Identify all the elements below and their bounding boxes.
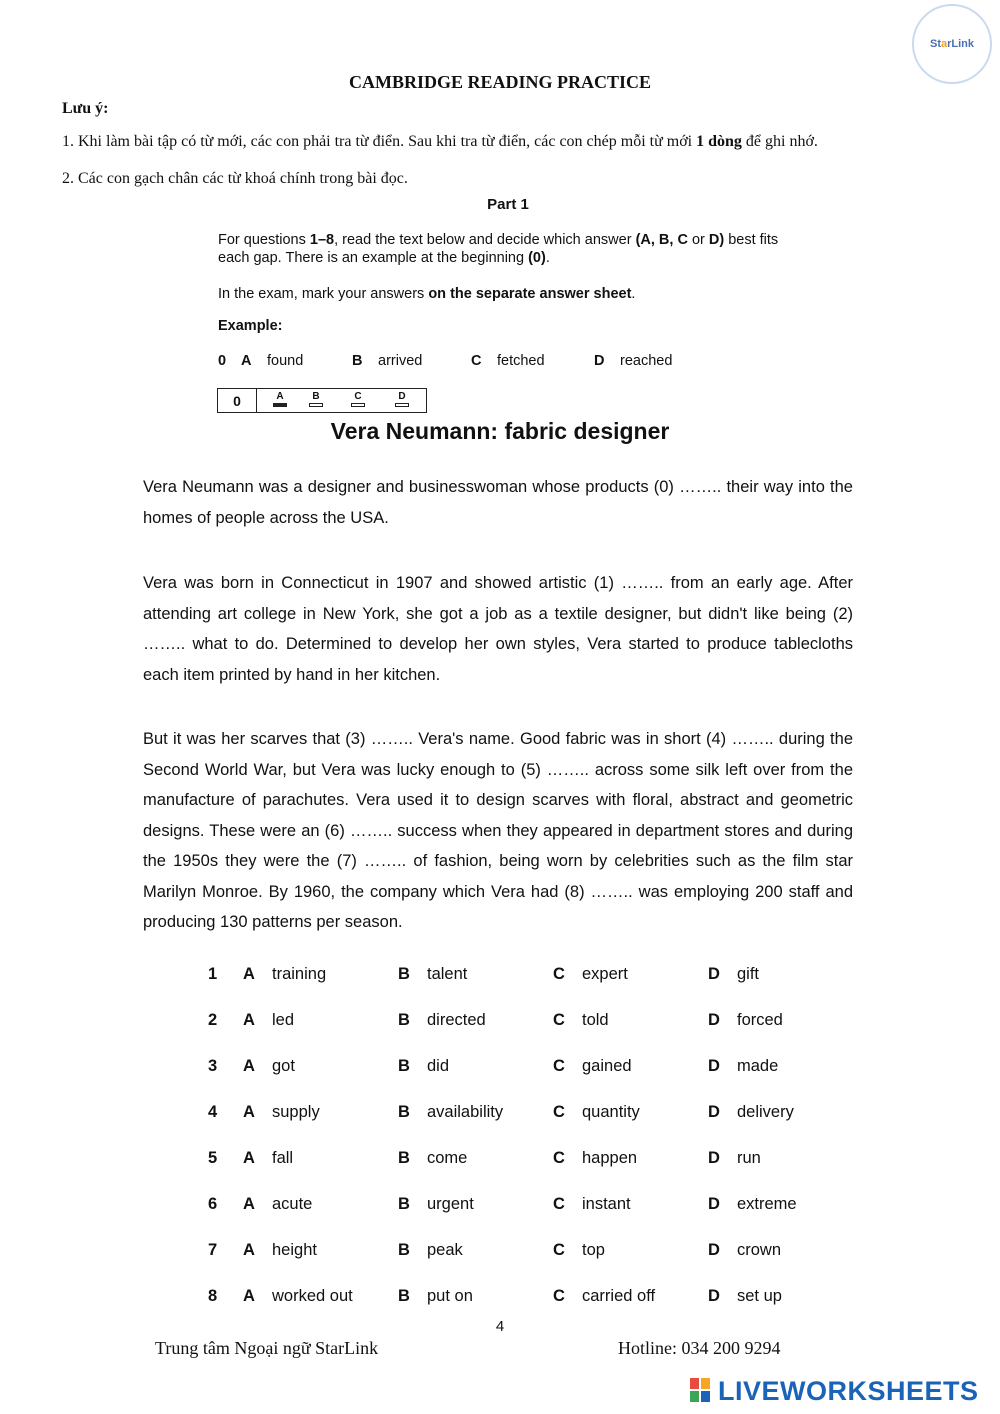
option-b[interactable]: directed [427,1011,486,1029]
answer-option-b: B [308,391,324,407]
article-paragraph-3: But it was her scarves that (3) …….. Vera's name. Good fabric was in short (4) …….. during the Second World War, but Vera was lucky enough to (5) …….. across some silk left over from the manufacture of parachutes. Vera used it to design scarves with floral, abstract and geometric designs. These were an (6) …….. success when they appeared in department stores and during the 1950s they were the (7) …….. of fashion, being worn by celebrities such as the film star Marilyn Monroe. By 1960, the company which Vera had (8) …….. was employing 200 staff and producing 130 patterns per season. [143,730,853,931]
option-letter-d: D [708,1103,720,1121]
option-a[interactable]: fall [272,1149,294,1167]
note-label: Lưu ý: [62,100,109,117]
option-a[interactable]: acute [272,1195,313,1213]
option-b[interactable]: availability [427,1103,504,1121]
option-b[interactable]: peak [427,1241,463,1259]
option-c[interactable]: expert [582,965,628,983]
option-c[interactable]: told [582,1011,609,1029]
option-letter-a: A [243,1241,255,1259]
option-letter-b: B [398,1195,410,1213]
note-line-1-bold: 1 dòng [696,133,742,150]
note-line-1-text: 1. Khi làm bài tập có từ mới, các con phải tra từ điển. Sau khi tra từ điển, các con chép mỗi từ mới [62,133,697,150]
answer-mark-empty [309,403,323,407]
question-number: 8 [208,1287,218,1305]
option-a[interactable]: supply [272,1103,320,1121]
option-letter-b: B [398,1103,410,1121]
example-row [218,353,226,369]
question-number: 2 [208,1011,218,1029]
example-number: 0 [218,353,227,369]
answer-option-a: A [272,391,288,407]
question-number: 3 [208,1057,218,1075]
option-letter-a: A [243,1149,255,1167]
answer-mark-filled [273,403,287,407]
example-letter-c: C [471,353,482,369]
option-letter-d: D [708,1011,720,1029]
answer-mark-empty [351,403,365,407]
option-b[interactable]: come [427,1149,468,1167]
option-d[interactable]: crown [737,1241,782,1259]
note-line-1 [62,133,818,151]
option-letter-d: D [708,1057,720,1075]
option-letter-c: C [553,1195,565,1213]
option-letter-a: A [243,1057,255,1075]
logo-text-left: St [929,38,941,50]
liveworksheets-icon [690,1378,712,1404]
answer-mark-empty [395,403,409,407]
option-d[interactable]: forced [737,1011,783,1029]
answer-option-d: D [394,391,410,407]
example-letter-d: D [594,353,605,369]
option-letter-c: C [553,1011,565,1029]
page-title: CAMBRIDGE READING PRACTICE [348,72,652,92]
option-letter-b: B [398,1149,410,1167]
option-letter-d: D [708,1195,720,1213]
example-answer-box [217,388,427,413]
option-letter-d: D [708,1149,720,1167]
option-letter-b: B [398,1287,410,1305]
page-number: 4 [495,1318,505,1335]
option-letter-c: C [553,1103,565,1121]
logo-text-accent: a [940,38,948,50]
option-letter-c: C [553,1287,565,1305]
option-a[interactable]: training [272,965,327,983]
option-letter-c: C [553,1149,565,1167]
option-d[interactable]: delivery [737,1103,794,1121]
article-heading: Vera Neumann: fabric designer [330,418,670,444]
option-b[interactable]: put on [427,1287,473,1305]
option-letter-c: C [553,1241,565,1259]
option-letter-a: A [243,1103,255,1121]
footer-hotline: Hotline: 034 200 9294 [618,1338,781,1358]
option-c[interactable]: quantity [582,1103,640,1121]
question-number: 1 [208,965,218,983]
option-letter-d: D [708,965,720,983]
example-option-c: fetched [497,353,545,369]
question-number: 5 [208,1149,218,1167]
option-letter-b: B [398,1057,410,1075]
option-c[interactable]: gained [582,1057,632,1075]
option-a[interactable]: worked out [272,1287,353,1305]
liveworksheets-watermark [690,1373,990,1409]
option-b[interactable]: urgent [427,1195,474,1213]
option-letter-a: A [243,965,255,983]
option-a[interactable]: got [272,1057,295,1075]
article-paragraph-2: Vera was born in Connecticut in 1907 and showed artistic (1) …….. from an early age. After attending art college in New York, she got a job as a textile designer, but didn't like being (2) …….. what to do. Determined to develop her own styles, Vera started to produce tablecloths each item printed by hand in her kitchen. [143,574,853,684]
note-line-1-end: để ghi nhớ. [741,133,818,150]
option-letter-c: C [553,1057,565,1075]
option-b[interactable]: did [427,1057,450,1075]
option-letter-a: A [243,1195,255,1213]
option-letter-c: C [553,965,565,983]
option-letter-d: D [708,1287,720,1305]
article-paragraph-1: Vera Neumann was a designer and businesswoman whose products (0) …….. their way into the homes of people across the USA. [143,478,853,527]
option-letter-a: A [243,1011,255,1029]
option-letter-d: D [708,1241,720,1259]
example-letter-a: A [241,353,252,369]
example-option-b: arrived [378,353,423,369]
answer-box-number: 0 [218,389,257,412]
question-number: 7 [208,1241,218,1259]
part-title: Part 1 [487,196,529,213]
option-letter-b: B [398,1011,410,1029]
example-option-d: reached [620,353,673,369]
option-letter-a: A [243,1287,255,1305]
footer-center-name: Trung tâm Ngoại ngữ StarLink [155,1338,379,1358]
instructions-1: For questions 1–8, read the text below and decide which answer (A, B, C or D) best fits each gap. There is an example at the beginning (0). [218,232,779,266]
option-d[interactable]: run [737,1149,761,1167]
option-c[interactable]: instant [582,1195,631,1213]
example-letter-b: B [352,353,363,369]
option-c[interactable]: happen [582,1149,638,1167]
logo-text-right: rLink [947,38,975,50]
option-d[interactable]: set up [737,1287,782,1305]
answer-option-c: C [350,391,366,407]
instructions-2: In the exam, mark your answers on the separate answer sheet. [218,286,636,302]
option-d[interactable]: gift [737,965,760,983]
option-c[interactable]: carried off [582,1287,656,1305]
note-line-2: 2. Các con gạch chân các từ khoá chính trong bài đọc. [62,170,408,187]
question-number: 6 [208,1195,218,1213]
option-b[interactable]: talent [427,965,468,983]
option-d[interactable]: made [737,1057,779,1075]
option-d[interactable]: extreme [737,1195,797,1213]
example-option-a: found [267,353,304,369]
option-a[interactable]: led [272,1011,295,1029]
option-c[interactable]: top [582,1241,605,1259]
option-letter-b: B [398,965,410,983]
liveworksheets-text: LIVEWORKSHEETS [718,1375,979,1406]
example-label: Example: [218,318,283,334]
option-letter-b: B [398,1241,410,1259]
question-number: 4 [208,1103,218,1121]
option-a[interactable]: height [272,1241,317,1259]
